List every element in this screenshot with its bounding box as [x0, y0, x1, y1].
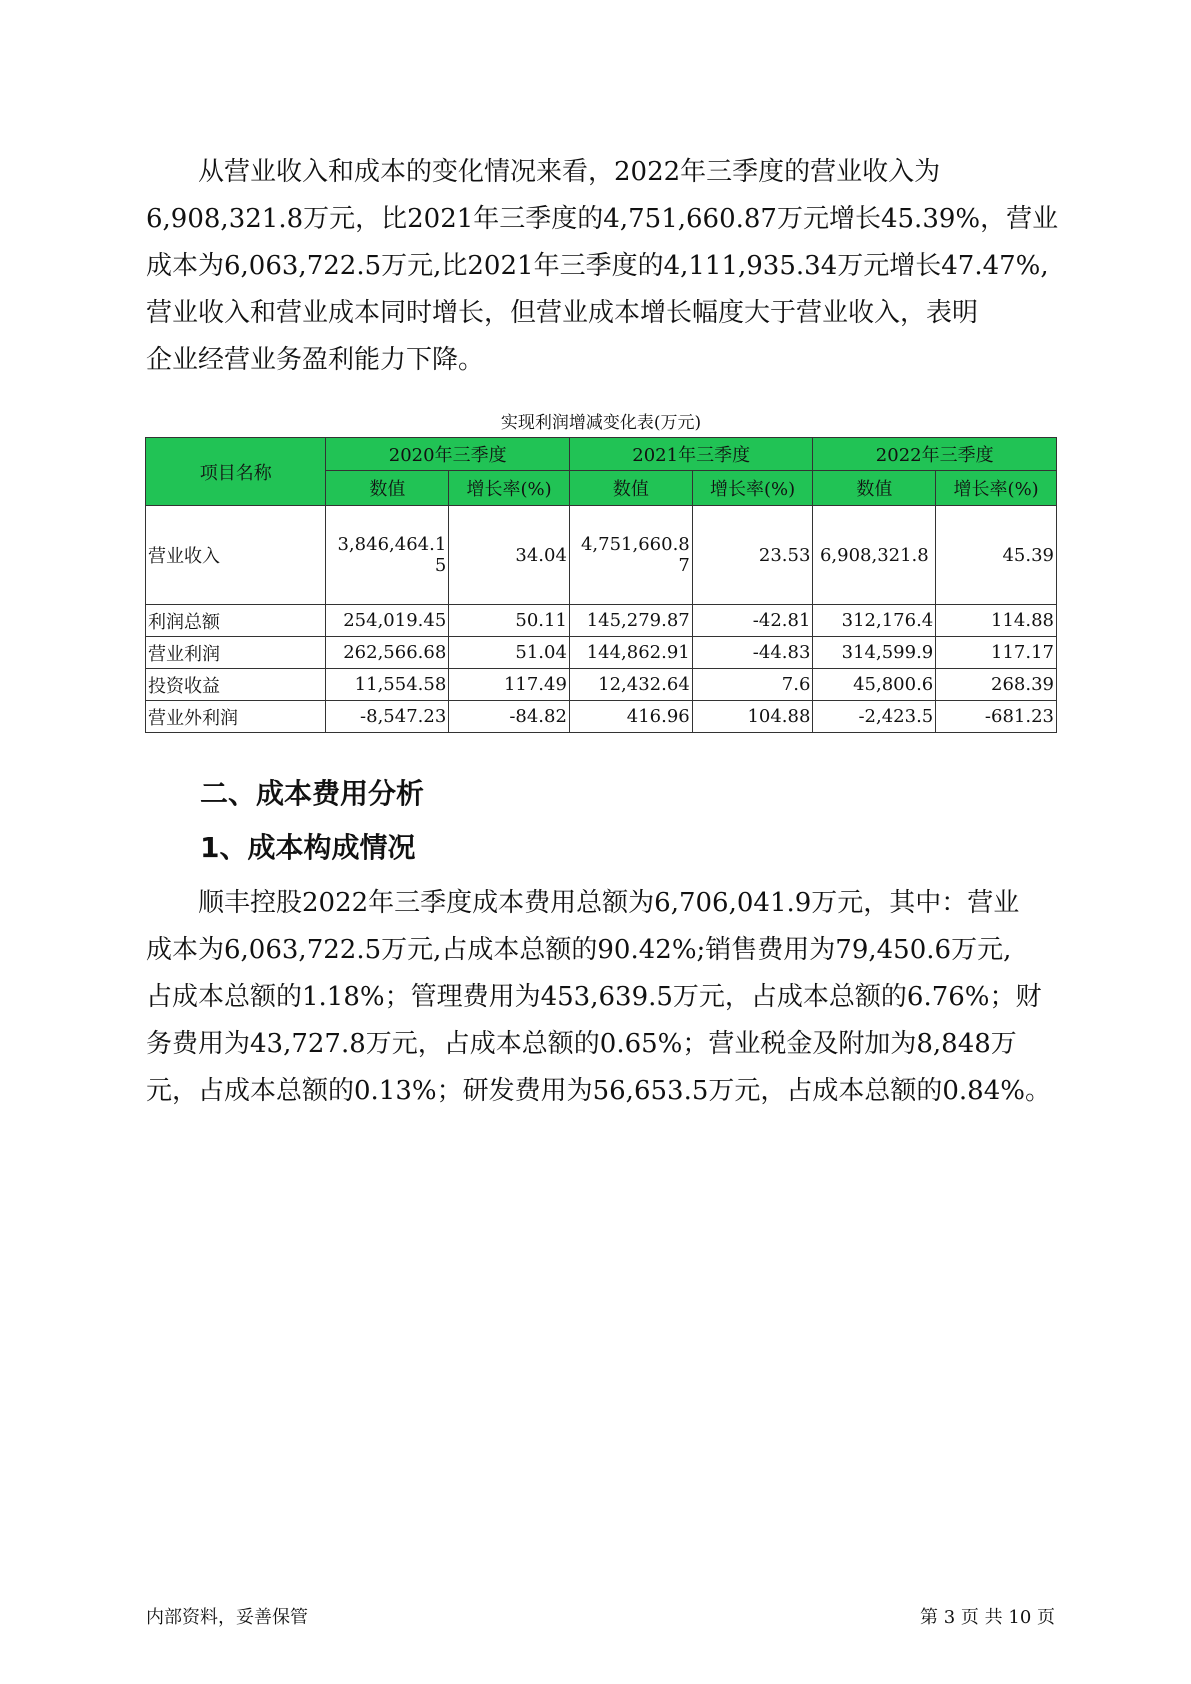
cell-value: 262,566.68 [326, 637, 449, 669]
cell-rate: -42.81 [692, 605, 813, 637]
footer-confidential-note: 内部资料，妥善保管 [146, 1607, 308, 1628]
cell-rate: 23.53 [692, 506, 813, 605]
row-name: 营业收入 [146, 506, 326, 605]
cell-value: 12,432.64 [569, 669, 692, 701]
cell-rate: -681.23 [936, 701, 1057, 733]
period-header-2022: 2022年三季度 [813, 438, 1057, 471]
table-caption: 实现利润增减变化表(万元) [500, 413, 702, 433]
cell-value: 312,176.4 [813, 605, 936, 637]
paragraph-line: 成本为6,063,722.5万元,占成本总额的90.42%;销售费用为79,450.6万元, [146, 935, 1012, 965]
paragraph-line: 从营业收入和成本的变化情况来看，2022年三季度的营业收入为 [198, 157, 941, 187]
profit-change-table [145, 437, 1057, 733]
paragraph-line: 成本为6,063,722.5万元,比2021年三季度的4,111,935.34万元增长47.47%, [146, 251, 1049, 281]
table-row [146, 701, 1057, 733]
cell-value: 314,599.9 [813, 637, 936, 669]
cell-rate: 114.88 [936, 605, 1057, 637]
table-row [146, 506, 1057, 605]
cell-rate: 117.49 [449, 669, 570, 701]
row-name: 营业外利润 [146, 701, 326, 733]
row-name: 营业利润 [146, 637, 326, 669]
value-header: 数值 [813, 471, 936, 506]
paragraph-line: 营业收入和营业成本同时增长，但营业成本增长幅度大于营业收入，表明 [146, 298, 979, 328]
value-header: 数值 [569, 471, 692, 506]
cell-value: 416.96 [569, 701, 692, 733]
paragraph-line: 占成本总额的1.18%；管理费用为453,639.5万元，占成本总额的6.76%；财 [146, 982, 1042, 1012]
cell-value: 144,862.91 [569, 637, 692, 669]
cell-value: -2,423.5 [813, 701, 936, 733]
cell-rate: 45.39 [936, 506, 1057, 605]
cell-rate: 34.04 [449, 506, 570, 605]
paragraph-line: 6,908,321.8万元，比2021年三季度的4,751,660.87万元增长45.39%，营业 [146, 204, 1059, 234]
cell-rate: -84.82 [449, 701, 570, 733]
cell-rate: 51.04 [449, 637, 570, 669]
analysis-paragraph-revenue [146, 149, 1059, 384]
period-header-2021: 2021年三季度 [569, 438, 812, 471]
rate-header: 增长率(%) [449, 471, 570, 506]
row-name: 投资收益 [146, 669, 326, 701]
table-row [146, 637, 1057, 669]
item-name-header: 项目名称 [146, 438, 326, 506]
cell-value: 254,019.45 [326, 605, 449, 637]
table-row [146, 605, 1057, 637]
cell-rate: 50.11 [449, 605, 570, 637]
cell-rate: 7.6 [692, 669, 813, 701]
cell-rate: -44.83 [692, 637, 813, 669]
cell-value: 45,800.6 [813, 669, 936, 701]
cell-value: 11,554.58 [326, 669, 449, 701]
cell-rate: 268.39 [936, 669, 1057, 701]
value-header: 数值 [326, 471, 449, 506]
table-row [146, 669, 1057, 701]
cell-value: 3,846,464.15 [326, 506, 449, 605]
footer-page-number: 第 3 页 共 10 页 [920, 1607, 1055, 1628]
paragraph-line: 顺丰控股2022年三季度成本费用总额为6,706,041.9万元，其中：营业 [198, 888, 1020, 918]
paragraph-line: 务费用为43,727.8万元，占成本总额的0.65%；营业税金及附加为8,848万 [146, 1029, 1017, 1059]
cell-value: -8,547.23 [326, 701, 449, 733]
cell-value: 4,751,660.87 [569, 506, 692, 605]
cell-value: 6,908,321.8 [813, 506, 936, 605]
rate-header: 增长率(%) [692, 471, 813, 506]
row-name: 利润总额 [146, 605, 326, 637]
cell-value: 145,279.87 [569, 605, 692, 637]
period-header-2020: 2020年三季度 [326, 438, 569, 471]
rate-header: 增长率(%) [936, 471, 1057, 506]
subsection-heading: 1、成本构成情况 [200, 831, 416, 864]
section-heading: 二、成本费用分析 [200, 777, 425, 810]
paragraph-line: 企业经营业务盈利能力下降。 [146, 345, 485, 375]
cell-rate: 117.17 [936, 637, 1057, 669]
cell-rate: 104.88 [692, 701, 813, 733]
analysis-paragraph-cost [146, 880, 1056, 1115]
paragraph-line: 元，占成本总额的0.13%；研发费用为56,653.5万元，占成本总额的0.84%。 [146, 1076, 1051, 1106]
